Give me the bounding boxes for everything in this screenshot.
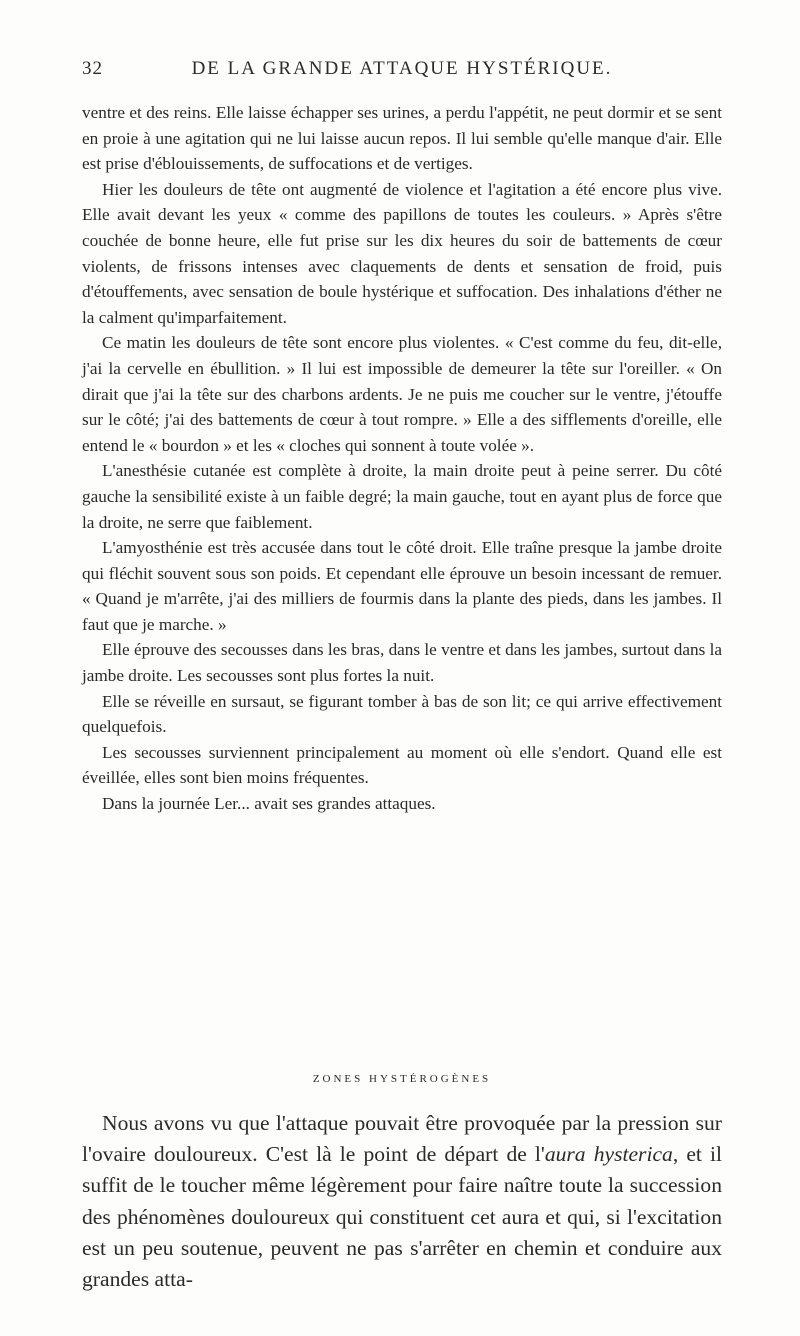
- paragraph-2: Hier les douleurs de tête ont augmenté de violence et l'agitation a été encore plus vive. Elle avait devant les yeux « comme des papillons de toutes les couleurs. » Après s'être couchée de bonne heure, elle fut prise sur les dix heures du soir de battements de cœur violents, de frissons intenses avec claquements de dents et sensation de froid, puis d'étouffements, avec sensation de boule hystérique et suffocation. Des inhalations d'éther ne la calment qu'imparfaitement.: [82, 179, 722, 327]
- paragraph-9: Dans la journée Ler... avait ses grandes attaques.: [102, 794, 436, 814]
- paragraph-4: L'anesthésie cutanée est complète à droite, la main droite peut à peine serrer. Du côté gauche la sensibilité existe à un faible degré; la main gauche, tout en ayant plus de force que la droite, ne serre que faiblement.: [82, 461, 722, 532]
- paragraph-8: Les secousses surviennent principalement au moment où elle s'endort. Quand elle est éveillée, elles sont bien moins fréquentes.: [82, 742, 722, 788]
- large-text-block: [82, 1108, 722, 1295]
- paragraph-3: Ce matin les douleurs de tête sont encore plus violentes. « C'est comme du feu, dit-elle, j'ai la cervelle en ébullition. » Il lui est impossible de demeurer la tête sur l'oreiller. « On dirait que j'ai la tête sur des charbons ardents. Je ne puis me coucher sur le ventre, j'étouffe sur le côté; j'ai des battements de cœur à tout rompre. » Elle a des sifflements d'oreille, elle entend le « bourdon » et les « cloches qui sonnent à toute volée ».: [82, 333, 722, 455]
- paragraph-1: ventre et des reins. Elle laisse échapper ses urines, a perdu l'appétit, ne peut dormir et se sent en proie à une agitation qui ne lui laisse aucun repos. Il lui semble qu'elle manque d'air. Elle est prise d'éblouissements, de suffocations et de vertiges.: [82, 103, 722, 174]
- section-heading: ZONES HYSTÉROGÈNES: [312, 1073, 492, 1085]
- body-text: [82, 100, 722, 817]
- page-header: [82, 58, 722, 86]
- paragraph-5: L'amyosthénie est très accusée dans tout le côté droit. Elle traîne presque la jambe droite qui fléchit souvent sous son poids. Et cependant elle éprouve un besoin incessant de remuer. « Quand je m'arrête, j'ai des milliers de fourmis dans la plante des pieds, dans les jambes. Il faut que je marche. »: [82, 538, 722, 634]
- paragraph-large-after: , et il suffit de le toucher même légèrement pour faire naître toute la succession des phénomènes douloureux qui constituent cet aura et qui, si l'excitation est un peu soutenue, peuvent ne pas s'arrêter en chemin et conduire aux grandes atta-: [82, 1142, 722, 1292]
- page-number: 32: [82, 58, 103, 79]
- paragraph-large-before: Nous avons vu que l'attaque pouvait être provoquée par la pression sur l'ovaire douloureux. C'est là le point de départ de l': [82, 1111, 722, 1167]
- aura-hysterica-term: aura hysterica: [544, 1142, 673, 1167]
- running-title: DE LA GRANDE ATTAQUE HYSTÉRIQUE.: [191, 58, 613, 79]
- paragraph-7: Elle se réveille en sursaut, se figurant tomber à bas de son lit; ce qui arrive effectivement quelquefois.: [82, 691, 722, 737]
- paragraph-large: [82, 1108, 722, 1295]
- paragraph-6: Elle éprouve des secousses dans les bras, dans le ventre et dans les jambes, surtout dans la jambe droite. Les secousses sont plus fortes la nuit.: [82, 640, 722, 686]
